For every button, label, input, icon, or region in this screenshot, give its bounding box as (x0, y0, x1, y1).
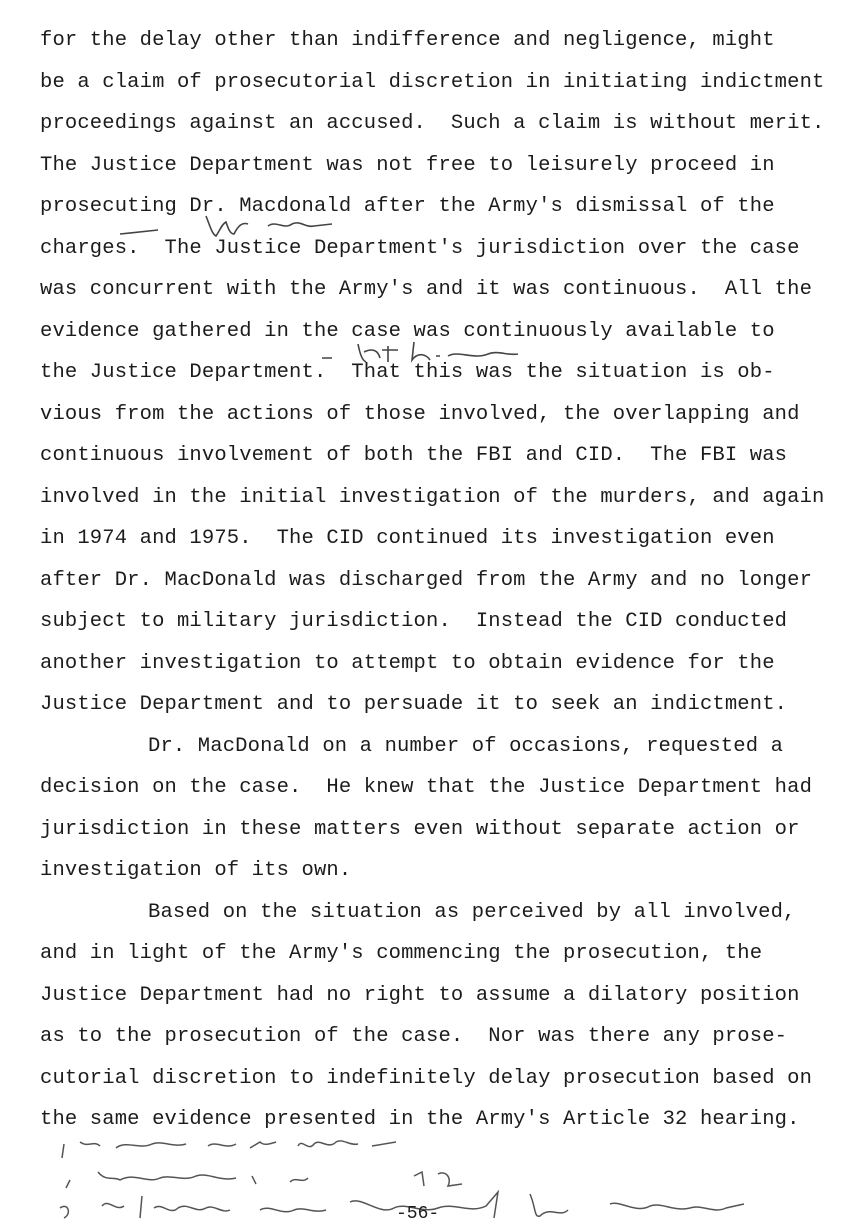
text-line: continuous involvement of both the FBI and CID. The FBI was (40, 444, 788, 467)
text-line: after Dr. MacDonald was discharged from the Army and no longer (40, 568, 813, 592)
text-line: investigation of its own. (40, 859, 352, 882)
text-line: the same evidence presented in the Army's Article 32 hearing. (40, 1108, 800, 1131)
text-line: in 1974 and 1975. The CID continued its investigation even (40, 527, 775, 550)
text-line: jurisdiction in these matters even without separate action or (40, 817, 800, 841)
text-line: be a claim of prosecutorial discretion in initiating indictment (40, 70, 825, 94)
text-line: decision on the case. He knew that the Justice Department had (40, 776, 813, 799)
text-line: subject to military jurisdiction. Instead the CID conducted (40, 610, 788, 633)
body-text (40, 26, 840, 1147)
text-line: involved in the initial investigation of the murders, and again (40, 485, 825, 509)
page-number: -56- (396, 1204, 440, 1224)
text-line: and in light of the Army's commencing the prosecution, the (40, 942, 763, 965)
text-line: prosecuting Dr. Macdonald after the Army's dismissal of the (40, 195, 775, 218)
text-line: for the delay other than indifference and negligence, might (40, 29, 775, 52)
text-line: another investigation to attempt to obtain evidence for the (40, 651, 775, 675)
text-line: The Justice Department was not free to leisurely proceed in (40, 153, 775, 177)
text-line: proceedings against an accused. Such a claim is without merit. (40, 112, 825, 135)
text-line: charges. The Justice Department's jurisdiction over the case (40, 236, 800, 260)
text-line: evidence gathered in the case was continuously available to (40, 319, 775, 343)
handwritten-insertion-above-line-6 (118, 212, 338, 242)
handwritten-insertion-above-line-9 (318, 336, 538, 366)
text-line: vious from the actions of those involved, the overlapping and (40, 402, 800, 426)
text-line: Justice Department and to persuade it to seek an indictment. (40, 693, 788, 716)
text-line: Based on the situation as perceived by all involved, (148, 900, 796, 924)
text-line: as to the prosecution of the case. Nor was there any prose- (40, 1025, 788, 1048)
text-line: was concurrent with the Army's and it was continuous. All the (40, 278, 813, 301)
text-line: Justice Department had no right to assume a dilatory position (40, 983, 800, 1007)
text-line: Dr. MacDonald on a number of occasions, requested a (148, 734, 784, 758)
text-line: cutorial discretion to indefinitely delay prosecution based on (40, 1066, 813, 1090)
text-line: the Justice Department. That this was the situation is ob- (40, 361, 775, 384)
